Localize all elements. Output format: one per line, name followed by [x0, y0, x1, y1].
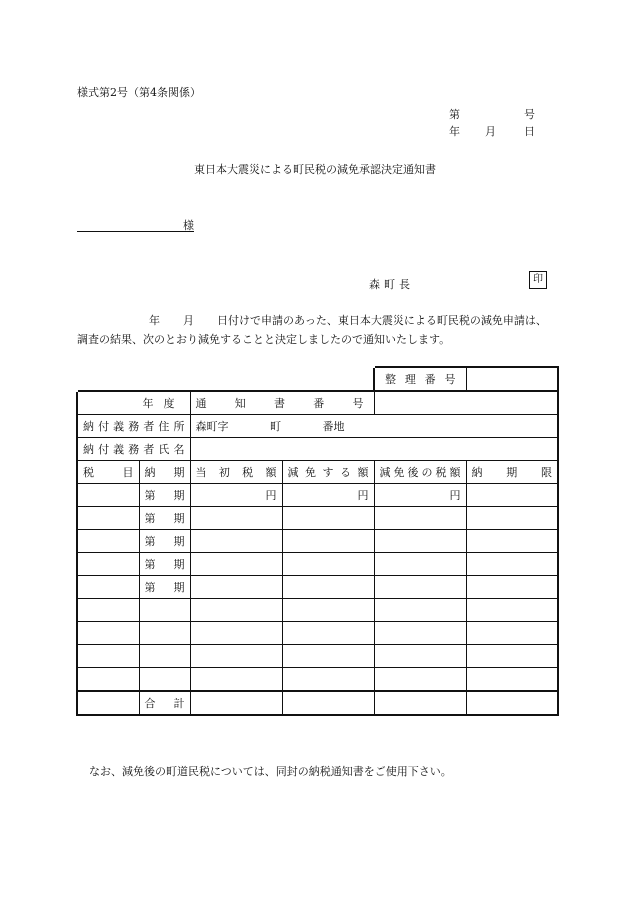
address-banchi: 番地 [322, 420, 345, 433]
total-blank-cell [77, 691, 139, 715]
after-reduction-cell[interactable] [374, 553, 466, 576]
initial-tax-cell[interactable] [190, 668, 282, 692]
reduction-cell[interactable] [282, 507, 374, 530]
after-reduction-cell[interactable]: 円 [374, 484, 466, 507]
after-reduction-cell[interactable] [374, 668, 466, 692]
initial-tax-cell[interactable]: 円 [190, 484, 282, 507]
name-value[interactable] [190, 438, 558, 461]
issuer: 森町長 [369, 278, 414, 291]
notice-no-label: 通知書番号 [190, 391, 374, 415]
initial-tax-cell[interactable] [190, 507, 282, 530]
body-month: 月 [183, 314, 194, 327]
table-row [77, 599, 558, 622]
address-row [77, 415, 558, 438]
table-row [77, 622, 558, 645]
due-date-cell[interactable] [466, 599, 558, 622]
header-after-reduction: 減免後の税額 [374, 461, 466, 484]
body-year: 年 [149, 314, 160, 327]
ref-row [77, 367, 558, 391]
document-title: 東日本大震災による町民税の減免承認決定通知書 [194, 163, 436, 176]
reduction-cell[interactable] [282, 530, 374, 553]
name-label: 納付義務者氏名 [77, 438, 190, 461]
table-row [77, 507, 558, 530]
period-cell: 第期 [139, 576, 190, 599]
reduction-cell[interactable] [282, 599, 374, 622]
year-row [77, 391, 558, 415]
initial-tax-cell[interactable] [190, 576, 282, 599]
total-label: 合計 [139, 691, 190, 715]
body-line-1 [149, 312, 547, 328]
date-month: 月 [485, 125, 496, 138]
reduction-cell[interactable] [282, 553, 374, 576]
addressee-line [77, 217, 194, 232]
header-tax-item: 税目 [77, 461, 139, 484]
initial-tax-cell[interactable] [190, 622, 282, 645]
header-initial-tax: 当初税額 [190, 461, 282, 484]
header-period: 納期 [139, 461, 190, 484]
total-reduction[interactable] [282, 691, 374, 715]
initial-tax-cell[interactable] [190, 645, 282, 668]
period-cell: 第期 [139, 507, 190, 530]
addressee-suffix: 様 [183, 219, 194, 232]
tax-item-cell[interactable] [77, 599, 139, 622]
tax-item-cell[interactable] [77, 622, 139, 645]
tax-item-cell[interactable] [77, 484, 139, 507]
reduction-cell[interactable] [282, 668, 374, 692]
table-row [77, 484, 558, 507]
initial-tax-cell[interactable] [190, 553, 282, 576]
after-reduction-cell[interactable] [374, 622, 466, 645]
date-year: 年 [449, 125, 460, 138]
after-reduction-cell[interactable] [374, 645, 466, 668]
tax-item-cell[interactable] [77, 668, 139, 692]
due-date-cell[interactable] [466, 645, 558, 668]
due-date-cell[interactable] [466, 484, 558, 507]
due-date-cell[interactable] [466, 622, 558, 645]
due-date-cell[interactable] [466, 530, 558, 553]
due-date-cell[interactable] [466, 668, 558, 692]
header-reduction: 減免する額 [282, 461, 374, 484]
period-cell[interactable] [139, 645, 190, 668]
initial-tax-cell[interactable] [190, 599, 282, 622]
after-reduction-cell[interactable] [374, 576, 466, 599]
reduction-cell[interactable]: 円 [282, 484, 374, 507]
tax-item-cell[interactable] [77, 645, 139, 668]
tax-item-cell[interactable] [77, 553, 139, 576]
period-cell[interactable] [139, 622, 190, 645]
table-row [77, 530, 558, 553]
initial-tax-cell[interactable] [190, 530, 282, 553]
form-id: 様式第2号（第4条関係） [77, 86, 201, 99]
due-date-cell[interactable] [466, 507, 558, 530]
header-due-date: 納期限 [466, 461, 558, 484]
period-cell: 第期 [139, 553, 190, 576]
tax-table [76, 366, 559, 716]
seal-mark: 印 [529, 271, 547, 289]
total-row [77, 691, 558, 715]
fiscal-year-label: 年度 [77, 391, 190, 415]
ref-blank [77, 367, 374, 391]
reduction-cell[interactable] [282, 645, 374, 668]
total-due-date[interactable] [466, 691, 558, 715]
number-suffix: 号 [524, 108, 535, 121]
due-date-cell[interactable] [466, 576, 558, 599]
notice-no-value[interactable] [374, 391, 558, 415]
period-cell[interactable] [139, 668, 190, 692]
reduction-cell[interactable] [282, 576, 374, 599]
period-cell: 第期 [139, 484, 190, 507]
table-row [77, 668, 558, 692]
header-row [77, 461, 558, 484]
table-row [77, 576, 558, 599]
after-reduction-cell[interactable] [374, 599, 466, 622]
reduction-cell[interactable] [282, 622, 374, 645]
address-value[interactable] [190, 415, 558, 438]
after-reduction-cell[interactable] [374, 507, 466, 530]
table-row [77, 553, 558, 576]
tax-item-cell[interactable] [77, 507, 139, 530]
name-row [77, 438, 558, 461]
body-line-2: 調査の結果、次のとおり減免することと決定しましたので通知いたします。 [77, 333, 451, 346]
address-label: 納付義務者住所 [77, 415, 190, 438]
address-cho: 町 [270, 420, 281, 433]
due-date-cell[interactable] [466, 553, 558, 576]
period-cell: 第期 [139, 530, 190, 553]
ref-no-value[interactable] [466, 367, 558, 391]
number-prefix: 第 [449, 108, 460, 121]
date-day: 日 [524, 125, 535, 138]
table-row [77, 645, 558, 668]
total-initial-tax[interactable] [190, 691, 282, 715]
tax-item-cell[interactable] [77, 576, 139, 599]
footnote: なお、減免後の町道民税については、同封の納税通知書をご使用下さい。 [89, 765, 452, 778]
after-reduction-cell[interactable] [374, 530, 466, 553]
tax-item-cell[interactable] [77, 530, 139, 553]
period-cell[interactable] [139, 599, 190, 622]
address-town: 森町字 [195, 420, 229, 433]
ref-no-label: 整理番号 [374, 367, 466, 391]
body-line-1-rest: 日付けで申請のあった、東日本大震災による町民税の減免申請は、 [217, 314, 547, 327]
total-after-reduction[interactable] [374, 691, 466, 715]
